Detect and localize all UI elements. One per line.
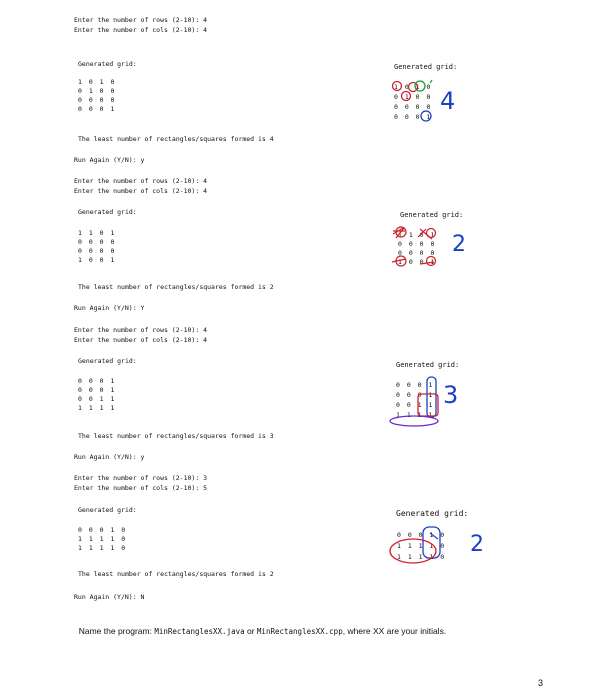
- annotation-title: Generated grid:: [400, 211, 464, 219]
- annotation-title: Generated grid:: [394, 63, 458, 71]
- grid-row: 1 1 1 1 0: [78, 544, 127, 552]
- annotation-grid-row: 0 0 0 1: [396, 391, 434, 399]
- grid-row: 0 0 0 1: [78, 377, 116, 385]
- prompt-rows: Enter the number of rows (2-10): 4: [74, 177, 208, 185]
- ink-purple-oval: [390, 416, 438, 426]
- grid-row: 0 0 0 0: [78, 96, 116, 104]
- annotation-title: Generated grid:: [396, 361, 460, 369]
- grid-row: 1 0 0 1: [78, 256, 116, 264]
- ink-blue-circle: [421, 111, 431, 121]
- grid-row: 0 0 0 0: [78, 247, 116, 255]
- annotation-grid-row: 0 0 0 1: [396, 381, 434, 389]
- annotation-grid-row: 1 0 0 1: [398, 258, 436, 266]
- footer-prefix: Name the program:: [78, 626, 155, 636]
- grid-label: Generated grid:: [78, 357, 137, 365]
- cpp-filename: MinRectanglesXX.cpp: [256, 627, 343, 636]
- grid-row: 1 0 1 0: [78, 78, 116, 86]
- ink-red-strikes: [392, 259, 434, 264]
- prompt-cols: Enter the number of cols (2-10): 4: [74, 187, 208, 195]
- result-text: The least number of rectangles/squares formed is 4: [78, 135, 274, 143]
- annotation-answer: 2: [470, 532, 484, 557]
- grid-row: 1 1 1 1: [78, 404, 116, 412]
- run-again-prompt: Run Again (Y/N): Y: [74, 304, 145, 312]
- ink-red-oval: [390, 539, 436, 563]
- grid-label: Generated grid:: [78, 208, 137, 216]
- grid-row: 1 1 1 1 0: [78, 535, 127, 543]
- grid-row: 1 1 0 1: [78, 229, 116, 237]
- grid-row: 0 0 0 1: [78, 105, 116, 113]
- grid-row: 0 0 1 1: [78, 395, 116, 403]
- ink-stroke: [430, 80, 432, 83]
- annotation-grid-row: 0 0 0 0: [398, 240, 436, 248]
- annotation-grid-row: 1 1 1 1: [396, 411, 434, 419]
- annotation-grid-row: 0 0 0 0: [394, 103, 432, 111]
- program-name-instruction: [74, 616, 446, 636]
- prompt-rows: Enter the number of rows (2-10): 3: [74, 474, 208, 482]
- annotation-answer: 2: [452, 232, 466, 257]
- ink-blue-box: [427, 377, 436, 417]
- prompt-rows: Enter the number of rows (2-10): 4: [74, 16, 208, 24]
- ink-red-circle: [393, 82, 402, 91]
- ink-red-circle: [427, 257, 436, 266]
- grid-row: 0 1 0 0: [78, 87, 116, 95]
- annotation-grid-row: 1 1 1 1 0: [397, 542, 446, 550]
- run-again-prompt: Run Again (Y/N): N: [74, 593, 145, 601]
- ink-red-circle: [402, 92, 411, 101]
- result-text: The least number of rectangles/squares formed is 3: [78, 432, 274, 440]
- ink-blue-box: [423, 527, 440, 558]
- grid-label: Generated grid:: [78, 506, 137, 514]
- ink-stroke: [430, 533, 438, 539]
- grid-label: Generated grid:: [78, 60, 137, 68]
- annotation-grid-row: 0 0 0 0: [398, 249, 436, 257]
- annotation-grid-row: 0 1 0 0: [394, 93, 432, 101]
- footer-middle: or: [244, 626, 257, 636]
- java-filename: MinRectanglesXX.java: [154, 627, 245, 636]
- prompt-cols: Enter the number of cols (2-10): 4: [74, 26, 208, 34]
- annotation-grid-row: 1 0 1 0: [394, 83, 432, 91]
- annotation-grid-row: 1 1 0 1: [398, 231, 436, 239]
- ink-red-box: [418, 394, 438, 416]
- footer-suffix: , where XX are your initials.: [342, 626, 447, 636]
- ink-green-circle: [415, 81, 425, 91]
- grid-row: 0 0 0 1 0: [78, 526, 127, 534]
- annotation-title: Generated grid:: [396, 509, 469, 518]
- prompt-cols: Enter the number of cols (2-10): 5: [74, 484, 208, 492]
- annotation-grid-row: 0 0 0 1: [394, 113, 432, 121]
- annotation-answer: 4: [440, 87, 456, 115]
- annotation-grid-row: 0 0 1 1: [396, 401, 434, 409]
- run-again-prompt: Run Again (Y/N): y: [74, 453, 145, 461]
- page-number: 3: [538, 678, 544, 688]
- result-text: The least number of rectangles/squares formed is 2: [78, 283, 274, 291]
- prompt-rows: Enter the number of rows (2-10): 4: [74, 326, 208, 334]
- run-again-prompt: Run Again (Y/N): y: [74, 156, 145, 164]
- ink-red-circle: [427, 229, 436, 238]
- annotation-grid-row: 1 1 1 1 0: [397, 553, 446, 561]
- grid-row: 0 0 0 0: [78, 238, 116, 246]
- annotation-answer: 3: [443, 381, 459, 409]
- grid-row: 0 0 0 1: [78, 386, 116, 394]
- annotation-grid-row: 0 0 0 1 0: [397, 531, 446, 539]
- result-text: The least number of rectangles/squares formed is 2: [78, 570, 274, 578]
- prompt-cols: Enter the number of cols (2-10): 4: [74, 336, 208, 344]
